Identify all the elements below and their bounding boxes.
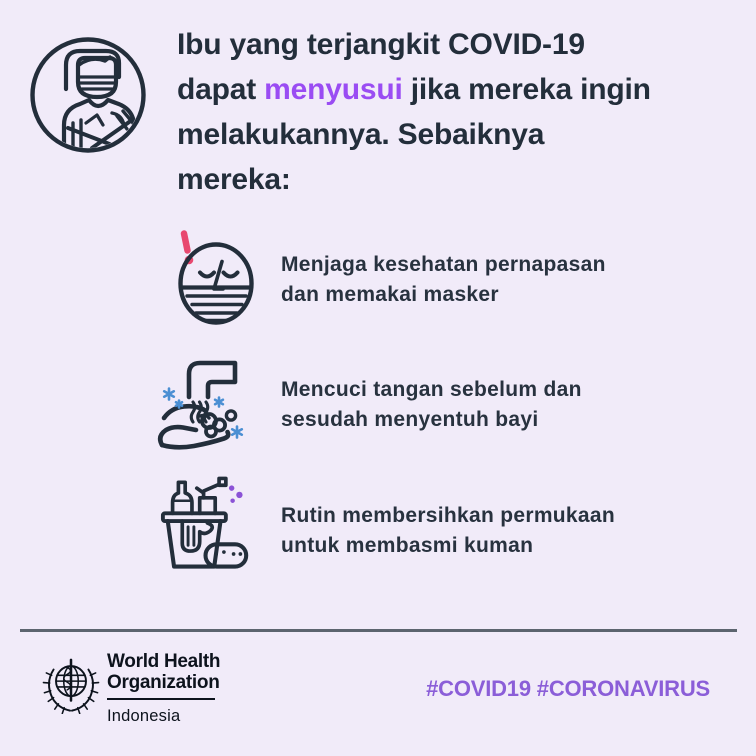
masked-face-alert-icon (163, 226, 260, 330)
divider-line (20, 629, 737, 632)
headline-text: Ibu yang terjangkit COVID-19 (177, 28, 585, 61)
who-rule (107, 698, 215, 700)
item-text-line: dan memakai masker (281, 283, 499, 306)
hand-washing-icon (156, 352, 264, 458)
headline-text: melakukannya. Sebaiknya (177, 118, 545, 151)
who-text-block (107, 652, 220, 726)
item-text-line: sesudah menyentuh bayi (281, 408, 539, 431)
headline-text: dapat (177, 73, 265, 106)
who-emblem-icon (42, 656, 100, 714)
item-text-line: Rutin membersihkan permukaan (281, 504, 615, 527)
mother-breastfeeding-mask-icon (28, 35, 148, 155)
who-logo (42, 652, 220, 726)
headline-line (177, 22, 651, 67)
headline-line (177, 67, 651, 112)
item-text-handwash (281, 375, 582, 435)
headline-line (177, 157, 651, 202)
hashtags: #COVID19 #CORONAVIRUS (426, 676, 710, 701)
item-text-line: untuk membasmi kuman (281, 534, 534, 557)
item-text-line: Menjaga kesehatan pernapasan (281, 253, 606, 276)
item-text-mask (281, 250, 606, 310)
headline-line (177, 112, 651, 157)
headline-text: jika mereka ingin (402, 73, 651, 106)
cleaning-supplies-icon (160, 474, 252, 572)
item-text-line: Mencuci tangan sebelum dan (281, 378, 582, 401)
headline-text: mereka: (177, 163, 291, 196)
who-name-line1: World Health (107, 651, 221, 672)
item-text-cleaning (281, 501, 615, 561)
headline (177, 22, 651, 202)
headline-highlight: menyusui (264, 73, 403, 106)
who-name-line2: Organization (107, 671, 220, 693)
who-region: Indonesia (107, 707, 181, 725)
